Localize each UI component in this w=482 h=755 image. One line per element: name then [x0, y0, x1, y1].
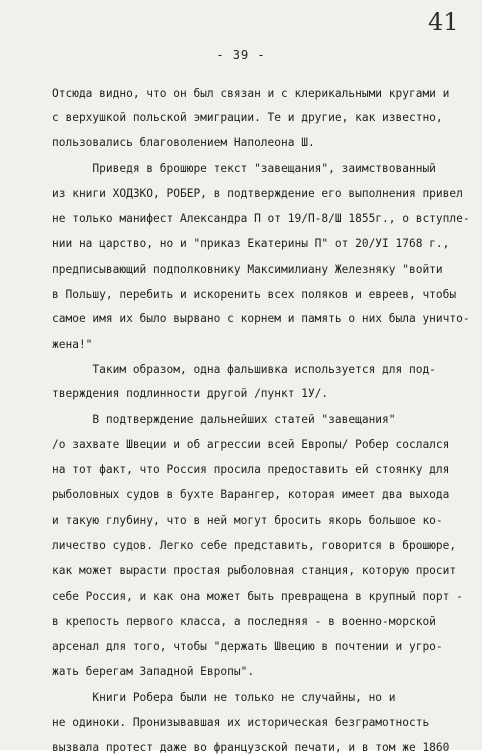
text-line: личество судов. Легко себе представить, говорится в брошюре, [52, 539, 457, 552]
text-line: и такую глубину, что в ней могут бросить якорь большое ко- [52, 514, 443, 527]
archive-page-number: 41 [428, 8, 459, 36]
text-line: с верхушкой польской эмиграции. Те и другие, как известно, [52, 111, 443, 124]
text-line: жена!" [52, 338, 93, 351]
text-line: Приведя в брошюре текст "завещания", заимствованный [52, 162, 436, 175]
text-line: жать берегам Западной Европы". [52, 665, 255, 678]
text-line: не только манифест Александра П от 19/П-8/Ш 1855г., о вступле- [52, 212, 470, 225]
text-line: в Польшу, перебить и искоренить всех поляков и евреев, чтобы [52, 288, 457, 301]
text-line: самое имя их было вырвано с корнем и память о них была уничто- [52, 312, 470, 325]
text-line: рыболовных судов в бухте Варангер, которая имеет два выхода [52, 488, 450, 501]
text-line: нии на царство, но и "приказ Екатерины П" от 20/УI 1768 г., [52, 237, 450, 250]
text-line: вызвала протест даже во французской печати, и в том же 1860 [52, 741, 450, 754]
text-line: пользовались благоволением Наполеона Ш. [52, 136, 315, 149]
text-line: Книги Робера были не только не случайны, но и [52, 691, 396, 704]
text-line: не одиноки. Пронизывавшая их историческая безграмотность [52, 716, 430, 729]
text-line: на тот факт, что Россия просила предоставить ей стоянку для [52, 463, 450, 476]
text-line: себе Россия, и как она может быть превращена в крупный порт - [52, 590, 463, 603]
text-line: тверждения подлинности другой /пункт 1У/. [52, 387, 329, 400]
text-line: в крепость первого класса, а последняя - в военно-морской [52, 615, 436, 628]
page-number: - 39 - [216, 48, 266, 62]
text-line: из книги ХОДЗКО, РОБЕР, в подтверждение его выполнения привел [52, 187, 463, 200]
text-line: /о захвате Швеции и об агрессии всей Европы/ Робер сослался [52, 438, 450, 451]
text-line: арсенал для того, чтобы "держать Швецию в почтении и угро- [52, 640, 443, 653]
text-line: Отсюда видно, что он был связан и с клерикальными кругами и [52, 87, 450, 100]
text-line: Таким образом, одна фальшивка используется для под- [52, 363, 436, 376]
text-line: В подтверждение дальнейших статей "завещания" [52, 413, 396, 426]
text-line: как может вырасти простая рыболовная станция, которую просит [52, 564, 457, 577]
text-line: предписывающий подполковнику Максимилиану Железняку "войти [52, 263, 443, 276]
